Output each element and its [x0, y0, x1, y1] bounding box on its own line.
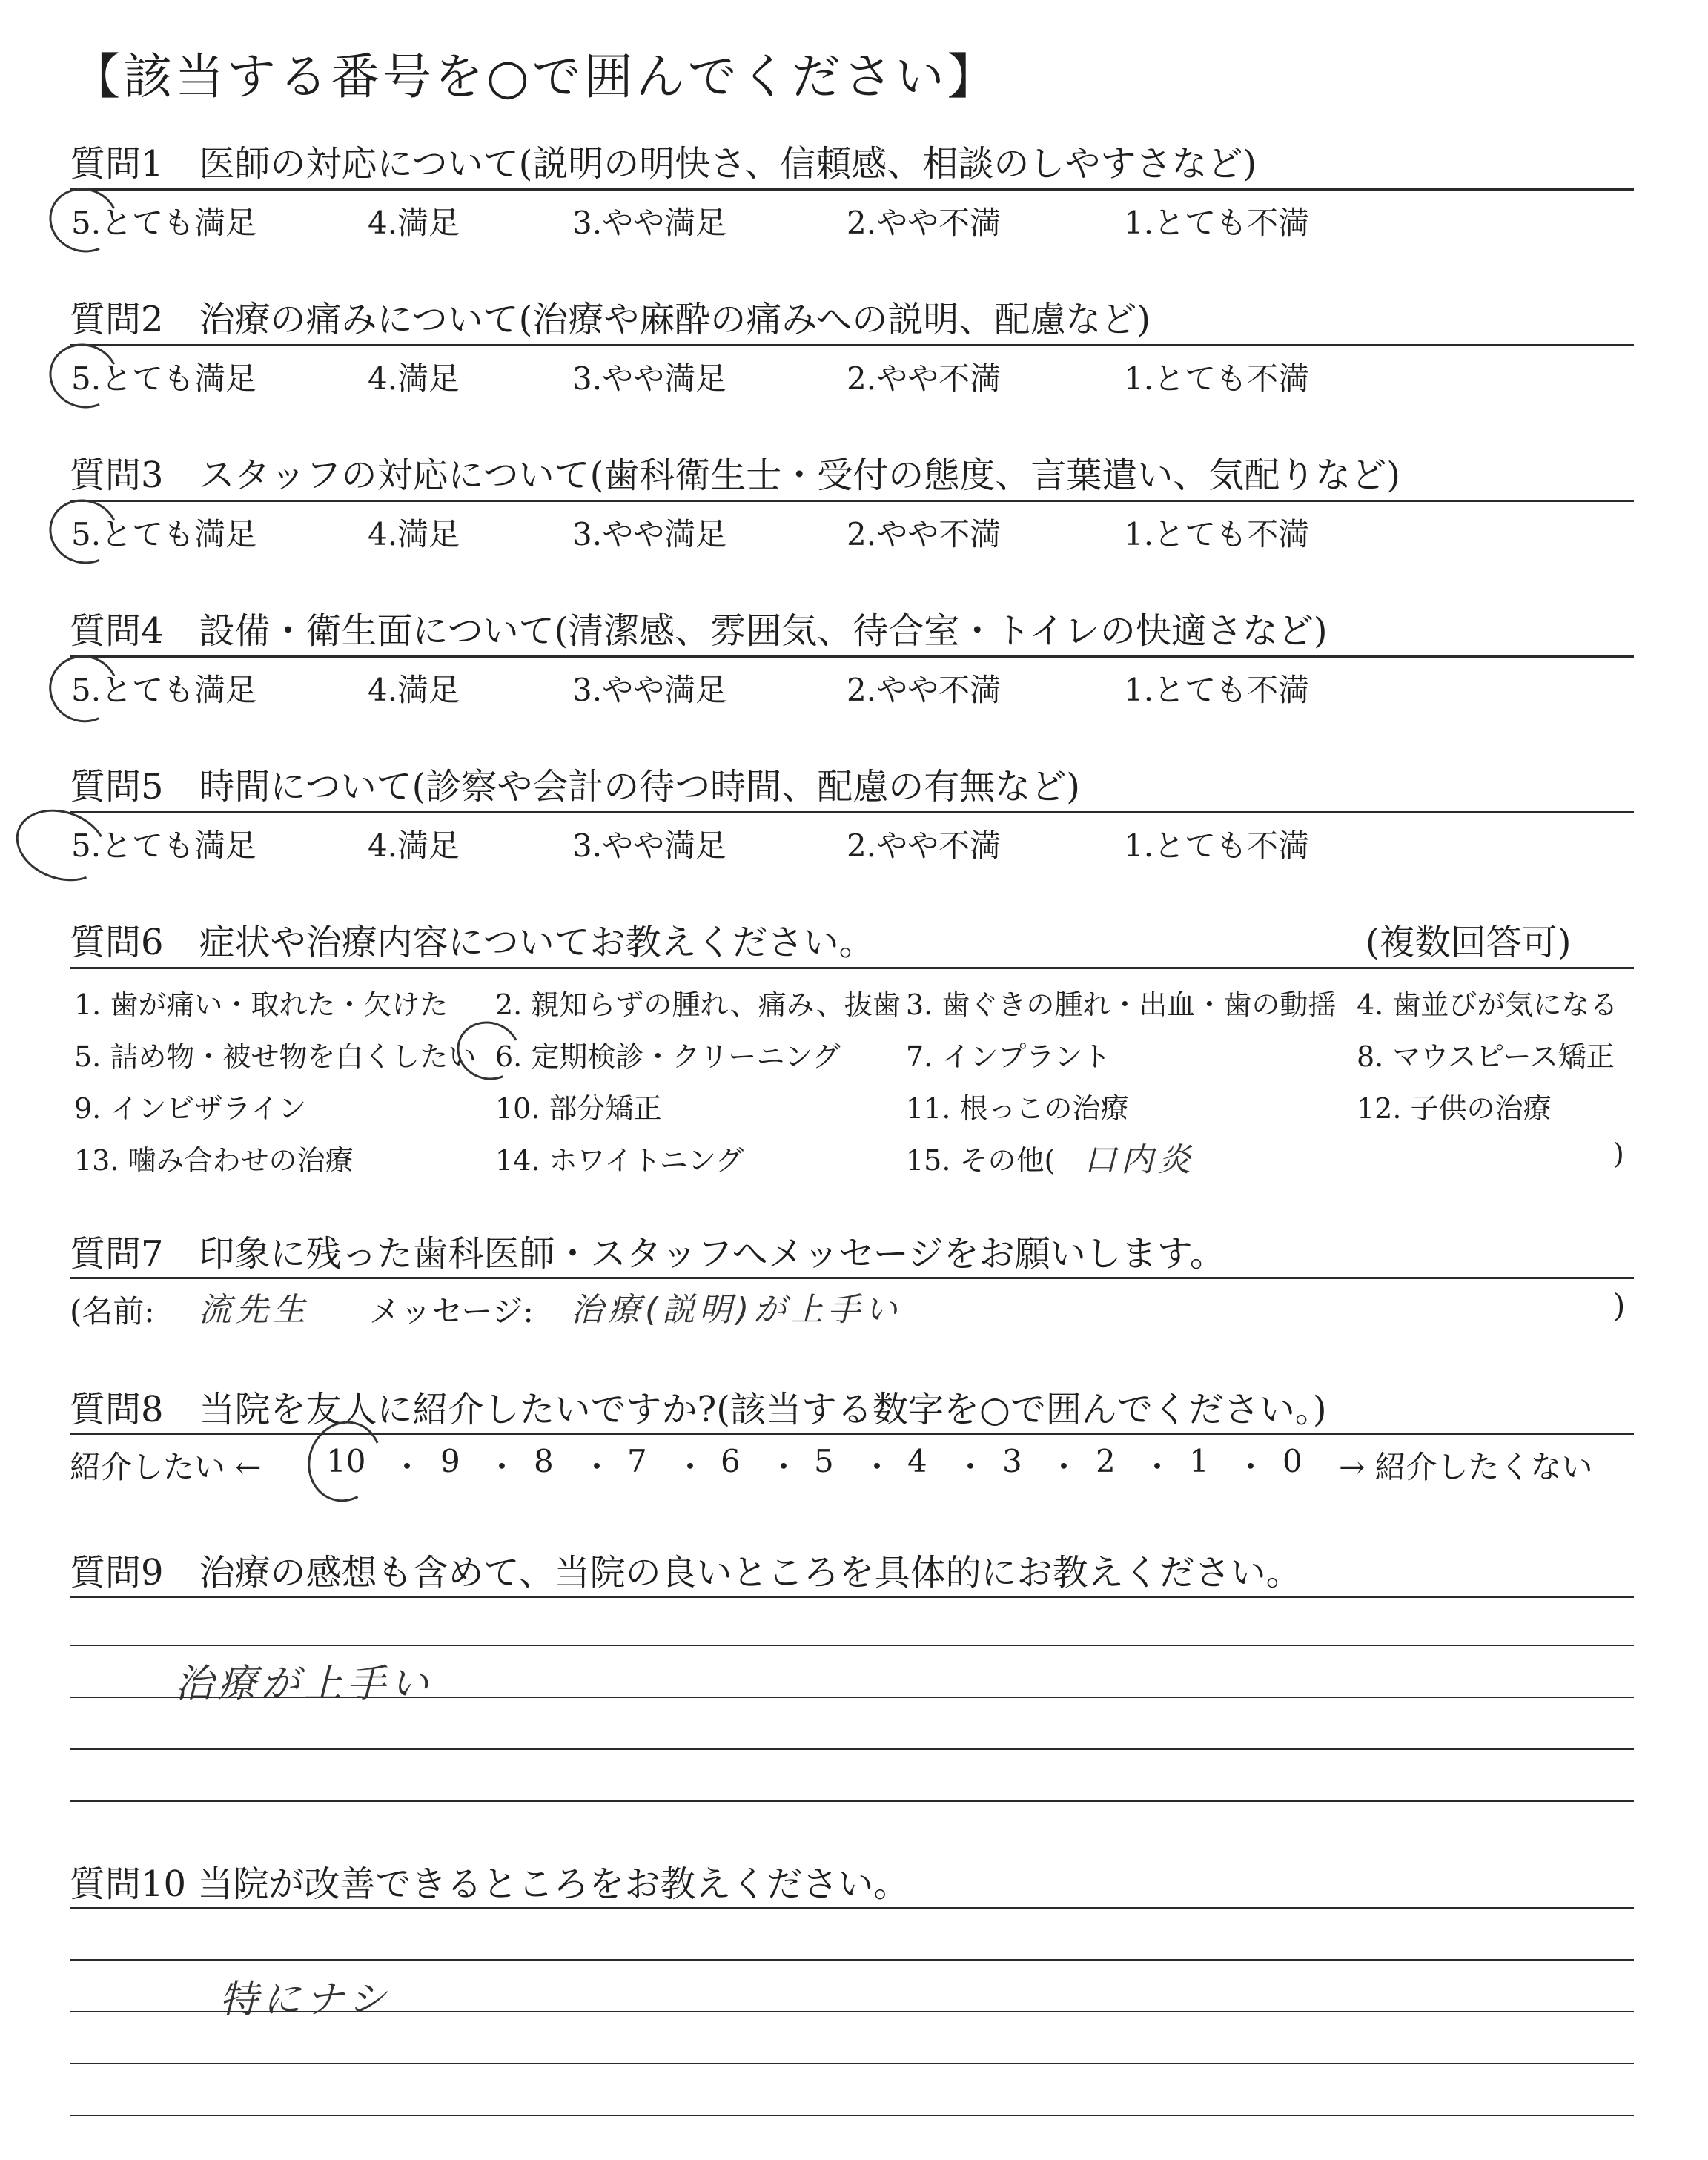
q6-item-4[interactable]: 4. 歯並びが気になる [1357, 988, 1618, 1021]
q6-item-2[interactable]: 2. 親知らずの腫れ、痛み、抜歯 [495, 988, 901, 1021]
q5-option-5[interactable]: 5.とても満足 [71, 828, 257, 864]
divider [70, 1907, 1634, 1909]
q4-option-1[interactable]: 1.とても不満 [1124, 672, 1310, 708]
q5-option-3[interactable]: 3.やや満足 [572, 828, 727, 864]
q8-scale-1[interactable]: 1 [1189, 1443, 1209, 1479]
q6-item-8[interactable]: 8. マウスピース矯正 [1357, 1040, 1615, 1073]
scale-dot: ・ [1235, 1449, 1267, 1485]
question-9-title: 質問9 治療の感想も含めて、当院の良いところを具体的にお教えください。 [70, 1552, 1302, 1593]
q6-other-close-paren: ) [1613, 1137, 1624, 1170]
q3-option-4[interactable]: 4.満足 [368, 516, 460, 552]
q6-item-7[interactable]: 7. インプラント [906, 1040, 1111, 1073]
question-5-title: 質問5 時間について(診察や会計の待つ時間、配慮の有無など) [70, 766, 1081, 807]
q1-option-5[interactable]: 5.とても満足 [71, 205, 257, 241]
q6-item-15[interactable]: 15. その他( [906, 1144, 1056, 1177]
q2-option-3[interactable]: 3.やや満足 [572, 360, 727, 397]
question-6-title: 質問6 症状や治療内容についてお教えください。 [70, 922, 875, 963]
answer-line [70, 2115, 1634, 2116]
q6-item-3[interactable]: 3. 歯ぐきの腫れ・出血・歯の動揺 [906, 988, 1337, 1021]
divider [70, 1596, 1634, 1598]
scale-dot: ・ [1142, 1449, 1174, 1485]
q8-right-label: → 紹介したくない [1339, 1449, 1593, 1485]
q6-item-10[interactable]: 10. 部分矯正 [495, 1092, 662, 1125]
selection-circle [40, 334, 128, 418]
q8-scale-7[interactable]: 7 [627, 1443, 647, 1479]
divider [70, 1277, 1634, 1279]
q1-option-1[interactable]: 1.とても不満 [1124, 205, 1310, 241]
q3-option-5[interactable]: 5.とても満足 [71, 516, 257, 552]
divider [70, 655, 1634, 658]
q3-option-1[interactable]: 1.とても不満 [1124, 516, 1310, 552]
q8-scale-3[interactable]: 3 [1002, 1443, 1022, 1479]
multiple-answers-note: (複数回答可) [1366, 922, 1572, 963]
q8-left-label: 紹介したい ← [70, 1449, 262, 1485]
q9-answer-handwritten: 治療が上手い [175, 1662, 434, 1706]
scale-dot: ・ [391, 1449, 423, 1485]
selection-circle [40, 490, 128, 574]
q6-other-handwritten: 口内炎 [1084, 1141, 1195, 1179]
answer-line [70, 1748, 1634, 1750]
q1-option-3[interactable]: 3.やや満足 [572, 205, 727, 241]
q2-option-5[interactable]: 5.とても満足 [71, 360, 257, 397]
answer-line [70, 1800, 1634, 1802]
q8-scale-8[interactable]: 8 [534, 1443, 554, 1479]
question-4-title: 質問4 設備・衛生面について(清潔感、雰囲気、待合室・トイレの快適さなど) [70, 610, 1328, 652]
q8-scale-4[interactable]: 4 [907, 1443, 927, 1479]
form-header: 【該当する番号を○で囲んでください】 [71, 48, 999, 105]
q6-item-9[interactable]: 9. インビザライン [74, 1092, 307, 1125]
q7-name-handwritten: 流先生 [199, 1291, 310, 1329]
scale-dot: ・ [861, 1449, 893, 1485]
q8-scale-2[interactable]: 2 [1096, 1443, 1116, 1479]
q6-item-11[interactable]: 11. 根っこの治療 [906, 1092, 1129, 1125]
q2-option-4[interactable]: 4.満足 [368, 360, 460, 397]
q3-option-3[interactable]: 3.やや満足 [572, 516, 727, 552]
q7-name-label: (名前: [70, 1293, 155, 1330]
divider [70, 188, 1634, 191]
q6-item-6[interactable]: 6. 定期検診・クリーニング [495, 1040, 841, 1073]
q2-option-2[interactable]: 2.やや不満 [847, 360, 1002, 397]
question-2-title: 質問2 治療の痛みについて(治療や麻酔の痛みへの説明、配慮など) [70, 299, 1151, 340]
question-8-title: 質問8 当院を友人に紹介したいですか?(該当する数字を○で囲んでください。) [70, 1389, 1327, 1430]
q6-item-14[interactable]: 14. ホワイトニング [495, 1144, 744, 1177]
q10-answer-handwritten: 特にナシ [219, 1978, 391, 2022]
q7-message-handwritten: 治療(説明)が上手い [571, 1291, 902, 1329]
question-1-title: 質問1 医師の対応について(説明の明快さ、信頼感、相談のしやすさなど) [70, 143, 1257, 185]
q1-option-4[interactable]: 4.満足 [368, 205, 460, 241]
scale-dot: ・ [581, 1449, 613, 1485]
q5-option-1[interactable]: 1.とても不満 [1124, 828, 1310, 864]
divider [70, 967, 1634, 969]
q4-option-2[interactable]: 2.やや不満 [847, 672, 1002, 708]
q6-item-12[interactable]: 12. 子供の治療 [1357, 1092, 1552, 1125]
divider [70, 811, 1634, 813]
q4-option-5[interactable]: 5.とても満足 [71, 672, 257, 708]
question-7-title: 質問7 印象に残った歯科医師・スタッフへメッセージをお願いします。 [70, 1233, 1225, 1275]
selection-circle [448, 1013, 528, 1089]
q4-option-4[interactable]: 4.満足 [368, 672, 460, 708]
q7-message-label: メッセージ: [369, 1293, 534, 1330]
q8-scale-9[interactable]: 9 [440, 1443, 460, 1479]
q7-close-paren: ) [1613, 1287, 1626, 1324]
q8-scale-5[interactable]: 5 [814, 1443, 834, 1479]
scale-dot: ・ [955, 1449, 987, 1485]
q5-option-4[interactable]: 4.満足 [368, 828, 460, 864]
answer-line [70, 2063, 1634, 2064]
q8-scale-10[interactable]: 10 [326, 1443, 366, 1479]
scale-dot: ・ [675, 1449, 706, 1485]
answer-line [70, 1959, 1634, 1961]
selection-circle [39, 646, 128, 733]
question-10-title: 質問10 当院が改善できるところをお教えください。 [70, 1863, 910, 1905]
divider [70, 500, 1634, 502]
q8-scale-0[interactable]: 0 [1282, 1443, 1302, 1479]
q1-option-2[interactable]: 2.やや不満 [847, 205, 1002, 241]
divider [70, 344, 1634, 346]
q8-scale-6[interactable]: 6 [721, 1443, 741, 1479]
q6-item-1[interactable]: 1. 歯が痛い・取れた・欠けた [74, 988, 448, 1021]
q6-item-13[interactable]: 13. 噛み合わせの治療 [74, 1144, 354, 1177]
selection-circle [40, 179, 128, 262]
divider [70, 1433, 1634, 1435]
scale-dot: ・ [486, 1449, 518, 1485]
q5-option-2[interactable]: 2.やや不満 [847, 828, 1002, 864]
answer-line [70, 1645, 1634, 1646]
q4-option-3[interactable]: 3.やや満足 [572, 672, 727, 708]
q6-item-5[interactable]: 5. 詰め物・被せ物を白くしたい [74, 1040, 477, 1073]
q3-option-2[interactable]: 2.やや不満 [847, 516, 1002, 552]
q2-option-1[interactable]: 1.とても不満 [1124, 360, 1310, 397]
scale-dot: ・ [1048, 1449, 1080, 1485]
scale-dot: ・ [768, 1449, 800, 1485]
question-3-title: 質問3 スタッフの対応について(歯科衛生士・受付の態度、言葉遣い、気配りなど) [70, 455, 1401, 496]
